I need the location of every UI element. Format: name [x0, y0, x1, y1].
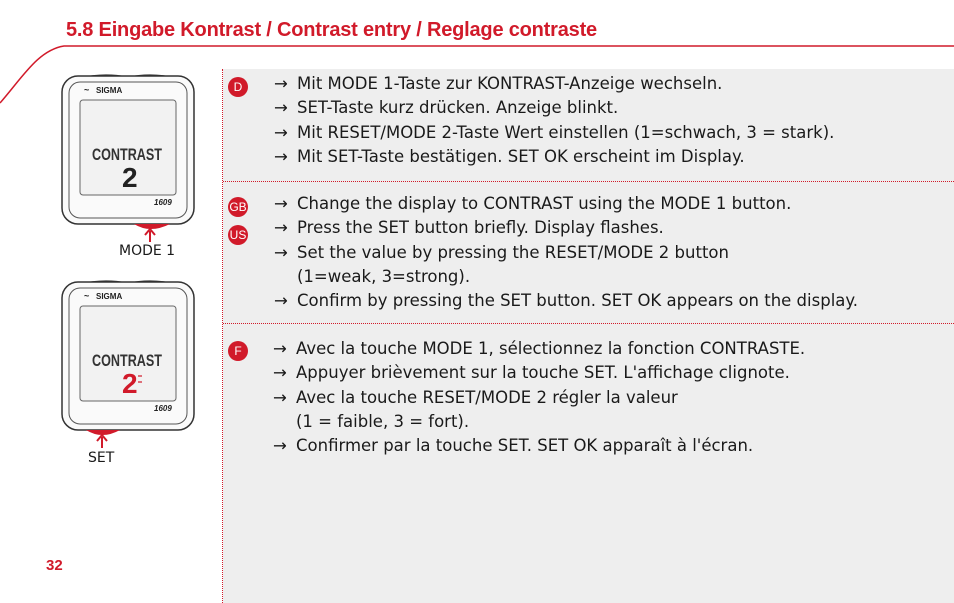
instruction-line: → Mit RESET/MODE 2-Taste Wert einstellen (1=schwach, 3 = stark).: [274, 121, 834, 145]
instruction-list-german: [274, 72, 834, 169]
arrow-icon: →: [273, 436, 287, 456]
arrow-icon: →: [273, 363, 287, 383]
arrow-icon: →: [273, 387, 287, 407]
lcd-contrast-value: 2: [122, 162, 138, 193]
arrow-icon: →: [274, 74, 288, 93]
instruction-list-english: [274, 192, 858, 313]
brand-logo: SIGMA: [96, 292, 123, 301]
svg-text:~: [84, 85, 89, 95]
arrow-icon: →: [273, 339, 287, 358]
bike-computer-set: [58, 276, 198, 451]
section-heading: 5.8 Eingabe Kontrast / Contrast entry / Reglage contraste: [66, 19, 597, 41]
instruction-continuation: (1=weak, 3=strong).: [297, 266, 471, 286]
instruction-line: → Avec la touche RESET/MODE 2 régler la valeur (1 = faible, 3 = fort).: [273, 386, 805, 435]
model-number: 1609: [154, 404, 172, 413]
set-button[interactable]: [86, 430, 120, 435]
lcd-contrast-value-blinking: 2: [122, 368, 138, 399]
instruction-line: → SET-Taste kurz drücken. Anzeige blinkt.: [274, 96, 834, 120]
arrow-icon: →: [274, 146, 288, 166]
instruction-line: → Confirmer par la touche SET. SET OK apparaît à l'écran.: [273, 434, 805, 458]
lcd-contrast-label: CONTRAST: [92, 351, 163, 370]
lcd-contrast-label: CONTRAST: [92, 145, 163, 164]
instruction-line: → Avec la touche MODE 1, sélectionnez la fonction CONTRASTE.: [273, 337, 805, 361]
arrow-icon: →: [274, 218, 288, 238]
arrow-icon: →: [274, 291, 288, 311]
arrow-icon: →: [274, 194, 288, 213]
svg-text:~: [84, 291, 89, 301]
arrow-icon: →: [274, 242, 288, 262]
arrow-icon: →: [274, 122, 288, 142]
language-badge-gb: GB: [228, 197, 248, 217]
sigma-logo-swoosh: ~: [84, 85, 90, 95]
set-button-label: SET: [88, 450, 115, 466]
column-divider: [222, 69, 223, 603]
sigma-logo-swoosh: ~: [84, 291, 90, 301]
instruction-line: → Confirm by pressing the SET button. SET OK appears on the display.: [274, 289, 858, 313]
brand-logo: SIGMA: [96, 86, 123, 95]
pointer-arrow-icon: [145, 229, 155, 242]
bike-computer-mode1: [58, 70, 198, 245]
language-badge-us: US: [228, 225, 248, 245]
instruction-continuation: (1 = faible, 3 = fort).: [296, 411, 470, 431]
instruction-line: → Mit MODE 1-Taste zur KONTRAST-Anzeige wechseln.: [274, 72, 834, 96]
mode1-button[interactable]: [134, 224, 170, 229]
instruction-line: → Change the display to CONTRAST using the MODE 1 button.: [274, 192, 858, 216]
pointer-arrow-icon: [97, 435, 107, 448]
instruction-line: → Press the SET button briefly. Display flashes.: [274, 216, 858, 240]
language-badge-f: F: [228, 341, 248, 361]
arrow-icon: →: [274, 98, 288, 118]
section-divider-2: [223, 323, 954, 324]
instruction-line: → Set the value by pressing the RESET/MODE 2 button (1=weak, 3=strong).: [274, 241, 858, 290]
instruction-list-french: [273, 337, 805, 458]
section-divider-1: [223, 181, 954, 182]
language-badge-d: D: [228, 77, 248, 97]
page-number: 32: [46, 557, 63, 574]
instruction-line: → Appuyer brièvement sur la touche SET. L'affichage clignote.: [273, 361, 805, 385]
mode1-button-label: MODE 1: [119, 243, 176, 259]
instruction-line: → Mit SET-Taste bestätigen. SET OK erscheint im Display.: [274, 145, 834, 169]
model-number: 1609: [154, 198, 172, 207]
